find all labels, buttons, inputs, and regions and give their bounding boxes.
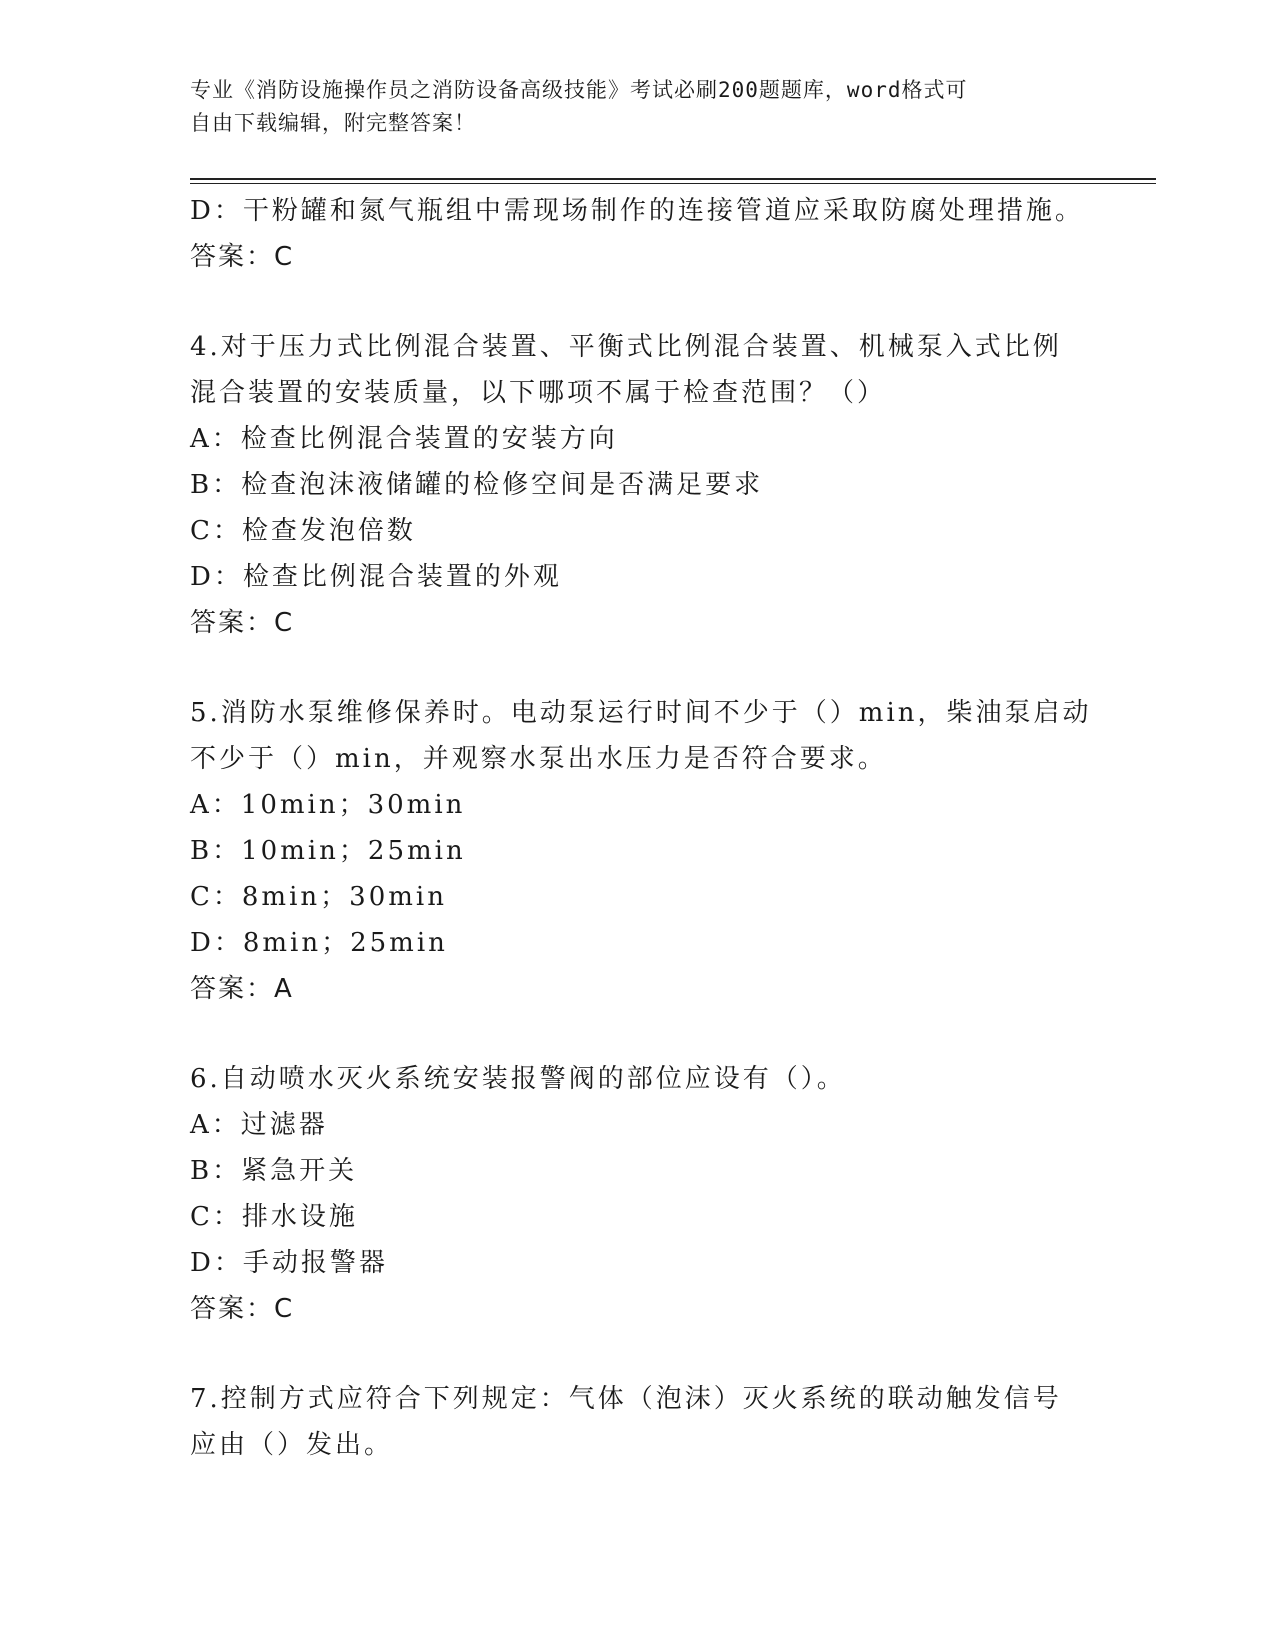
option-b: B：检查泡沫液储罐的检修空间是否满足要求	[190, 470, 764, 500]
header-divider-thin	[190, 183, 1156, 184]
spacer	[190, 646, 1090, 690]
question-stem-line-1: 4.对于压力式比例混合装置、平衡式比例混合装置、机械泵入式比例	[190, 332, 1062, 362]
question-stem-line-1: 5.消防水泵维修保养时。电动泵运行时间不少于（）min，柴油泵启动	[190, 698, 1092, 728]
option-c: C：8min；30min	[190, 882, 447, 912]
header-divider-thick	[190, 178, 1156, 180]
document-header	[190, 74, 1090, 140]
option-c: C：排水设施	[190, 1202, 358, 1232]
option-d: D：手动报警器	[190, 1248, 388, 1278]
spacer	[190, 280, 1090, 324]
question-stem-line-1: 6.自动喷水灭火系统安装报警阀的部位应设有（）。	[190, 1064, 846, 1094]
question-stem-line-2: 不少于（）min，并观察水泵出水压力是否符合要求。	[190, 744, 887, 774]
option-a: A：过滤器	[190, 1110, 328, 1140]
answer: 答案：C	[190, 1294, 295, 1324]
option-d: D：检查比例混合装置的外观	[190, 562, 562, 592]
spacer	[190, 1332, 1090, 1376]
answer: 答案：A	[190, 974, 294, 1004]
question-7	[190, 1376, 1090, 1468]
option-d: D：8min；25min	[190, 928, 448, 958]
spacer	[190, 1012, 1090, 1056]
option-a: A：检查比例混合装置的安装方向	[190, 424, 618, 454]
option-d: D：干粉罐和氮气瓶组中需现场制作的连接管道应采取防腐处理措施。	[190, 196, 1084, 226]
answer: 答案：C	[190, 608, 295, 638]
question-5	[190, 690, 1090, 1012]
question-stem-line-2: 应由（）发出。	[190, 1430, 394, 1460]
question-3-tail	[190, 188, 1090, 280]
question-stem-line-1: 7.控制方式应符合下列规定：气体（泡沫）灭火系统的联动触发信号	[190, 1384, 1062, 1414]
question-4	[190, 324, 1090, 646]
question-list	[190, 188, 1090, 1468]
option-b: B：紧急开关	[190, 1156, 358, 1186]
option-a: A：10min；30min	[190, 790, 466, 820]
question-stem-line-2: 混合装置的安装质量，以下哪项不属于检查范围？（）	[190, 378, 887, 408]
option-b: B：10min；25min	[190, 836, 466, 866]
header-title-line-1: 专业《消防设施操作员之消防设备高级技能》考试必刷200题题库，word格式可	[190, 78, 968, 102]
option-c: C：检查发泡倍数	[190, 516, 416, 546]
header-title-line-2: 自由下载编辑，附完整答案！	[190, 111, 476, 135]
question-6	[190, 1056, 1090, 1332]
answer: 答案：C	[190, 242, 295, 272]
